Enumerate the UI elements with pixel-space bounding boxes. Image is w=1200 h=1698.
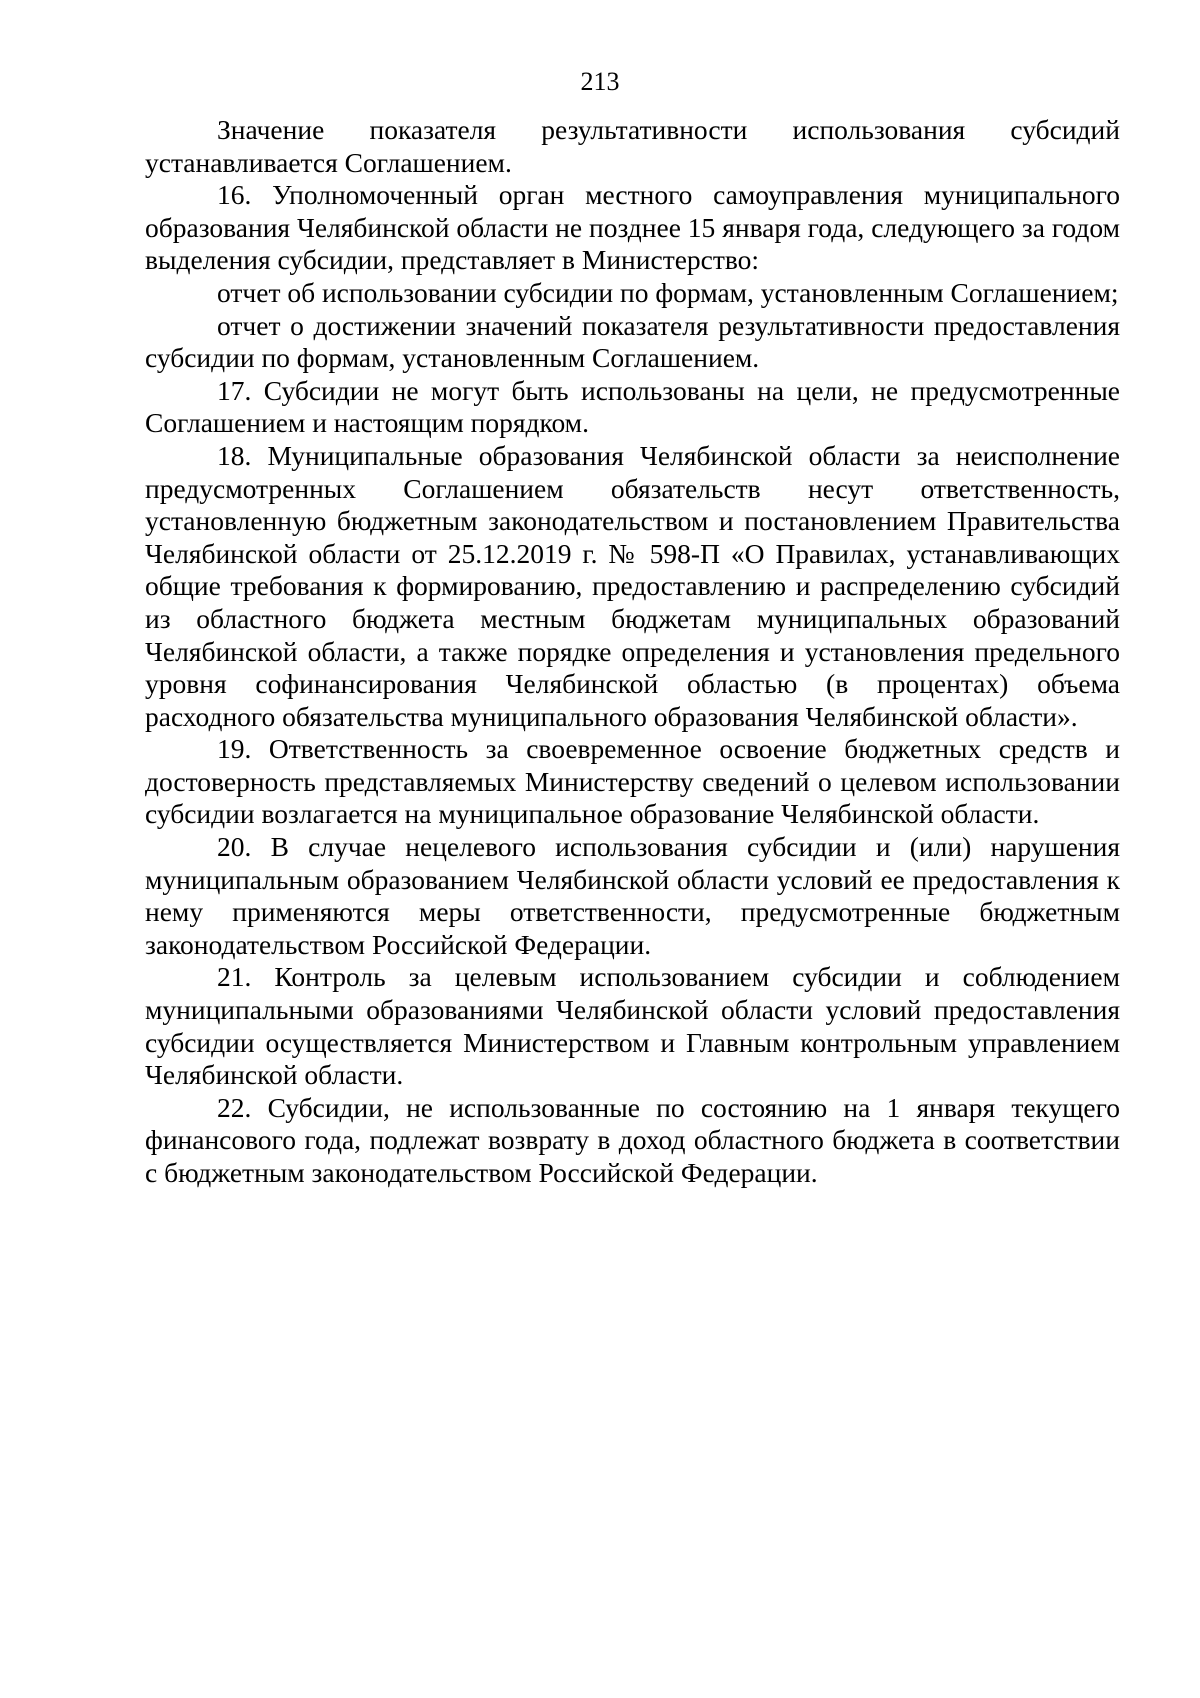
paragraph-report-achievement: отчет о достижении значений показателя результативности предоставления субсидии по формам, установленным Соглашением. [145, 309, 1120, 374]
paragraph-18: 18. Муниципальные образования Челябинской области за неисполнение предусмотренных Соглашением обязательств несут ответственность, установленную бюджетным законодательством и постановлением Правительства Челябинской области от 25.12.2019 г. № 598-П «О Правилах, устанавливающих общие требования к формированию, предоставлению и распределению субсидий из областного бюджета местным бюджетам муниципальных образований Челябинской области, а также порядке определения и установления предельного уровня софинансирования Челябинской областью (в процентах) объема расходного обязательства муниципального образования Челябинской области». [145, 439, 1120, 732]
paragraph-report-usage: отчет об использовании субсидии по формам, установленным Соглашением; [217, 276, 1119, 308]
paragraph-16: 16. Уполномоченный орган местного самоуправления муниципального образования Челябинской области не позднее 15 января года, следующего за годом выделения субсидии, представляет в Министерство: [145, 179, 1120, 276]
paragraph-17: 17. Субсидии не могут быть использованы на цели, не предусмотренные Соглашением и настоящим порядком. [145, 374, 1120, 439]
document-body [145, 114, 1120, 1190]
paragraph-20: 20. В случае нецелевого использования субсидии и (или) нарушения муниципальным образованием Челябинской области условий ее предоставления к нему применяются меры ответственности, предусмотренные бюджетным законодательством Российской Федерации. [145, 831, 1120, 960]
paragraph-21: 21. Контроль за целевым использованием субсидии и соблюдением муниципальными образованиями Челябинской области условий предоставления субсидии осуществляется Министерством и Главным контрольным управлением Челябинской области. [145, 961, 1120, 1091]
page-number: 213 [580, 67, 620, 96]
paragraph-19: 19. Ответственность за своевременное освоение бюджетных средств и достоверность представляемых Министерству сведений о целевом использовании субсидии возлагается на муниципальное образование Челябинской области. [145, 733, 1120, 830]
paragraph-22: 22. Субсидии, не использованные по состоянию на 1 января текущего финансового года, подлежат возврату в доход областного бюджета в соответствии с бюджетным законодательством Российской Федерации. [145, 1091, 1120, 1188]
paragraph-indicator-value: Значение показателя результативности использования субсидий устанавливается Соглашением. [145, 114, 1120, 178]
